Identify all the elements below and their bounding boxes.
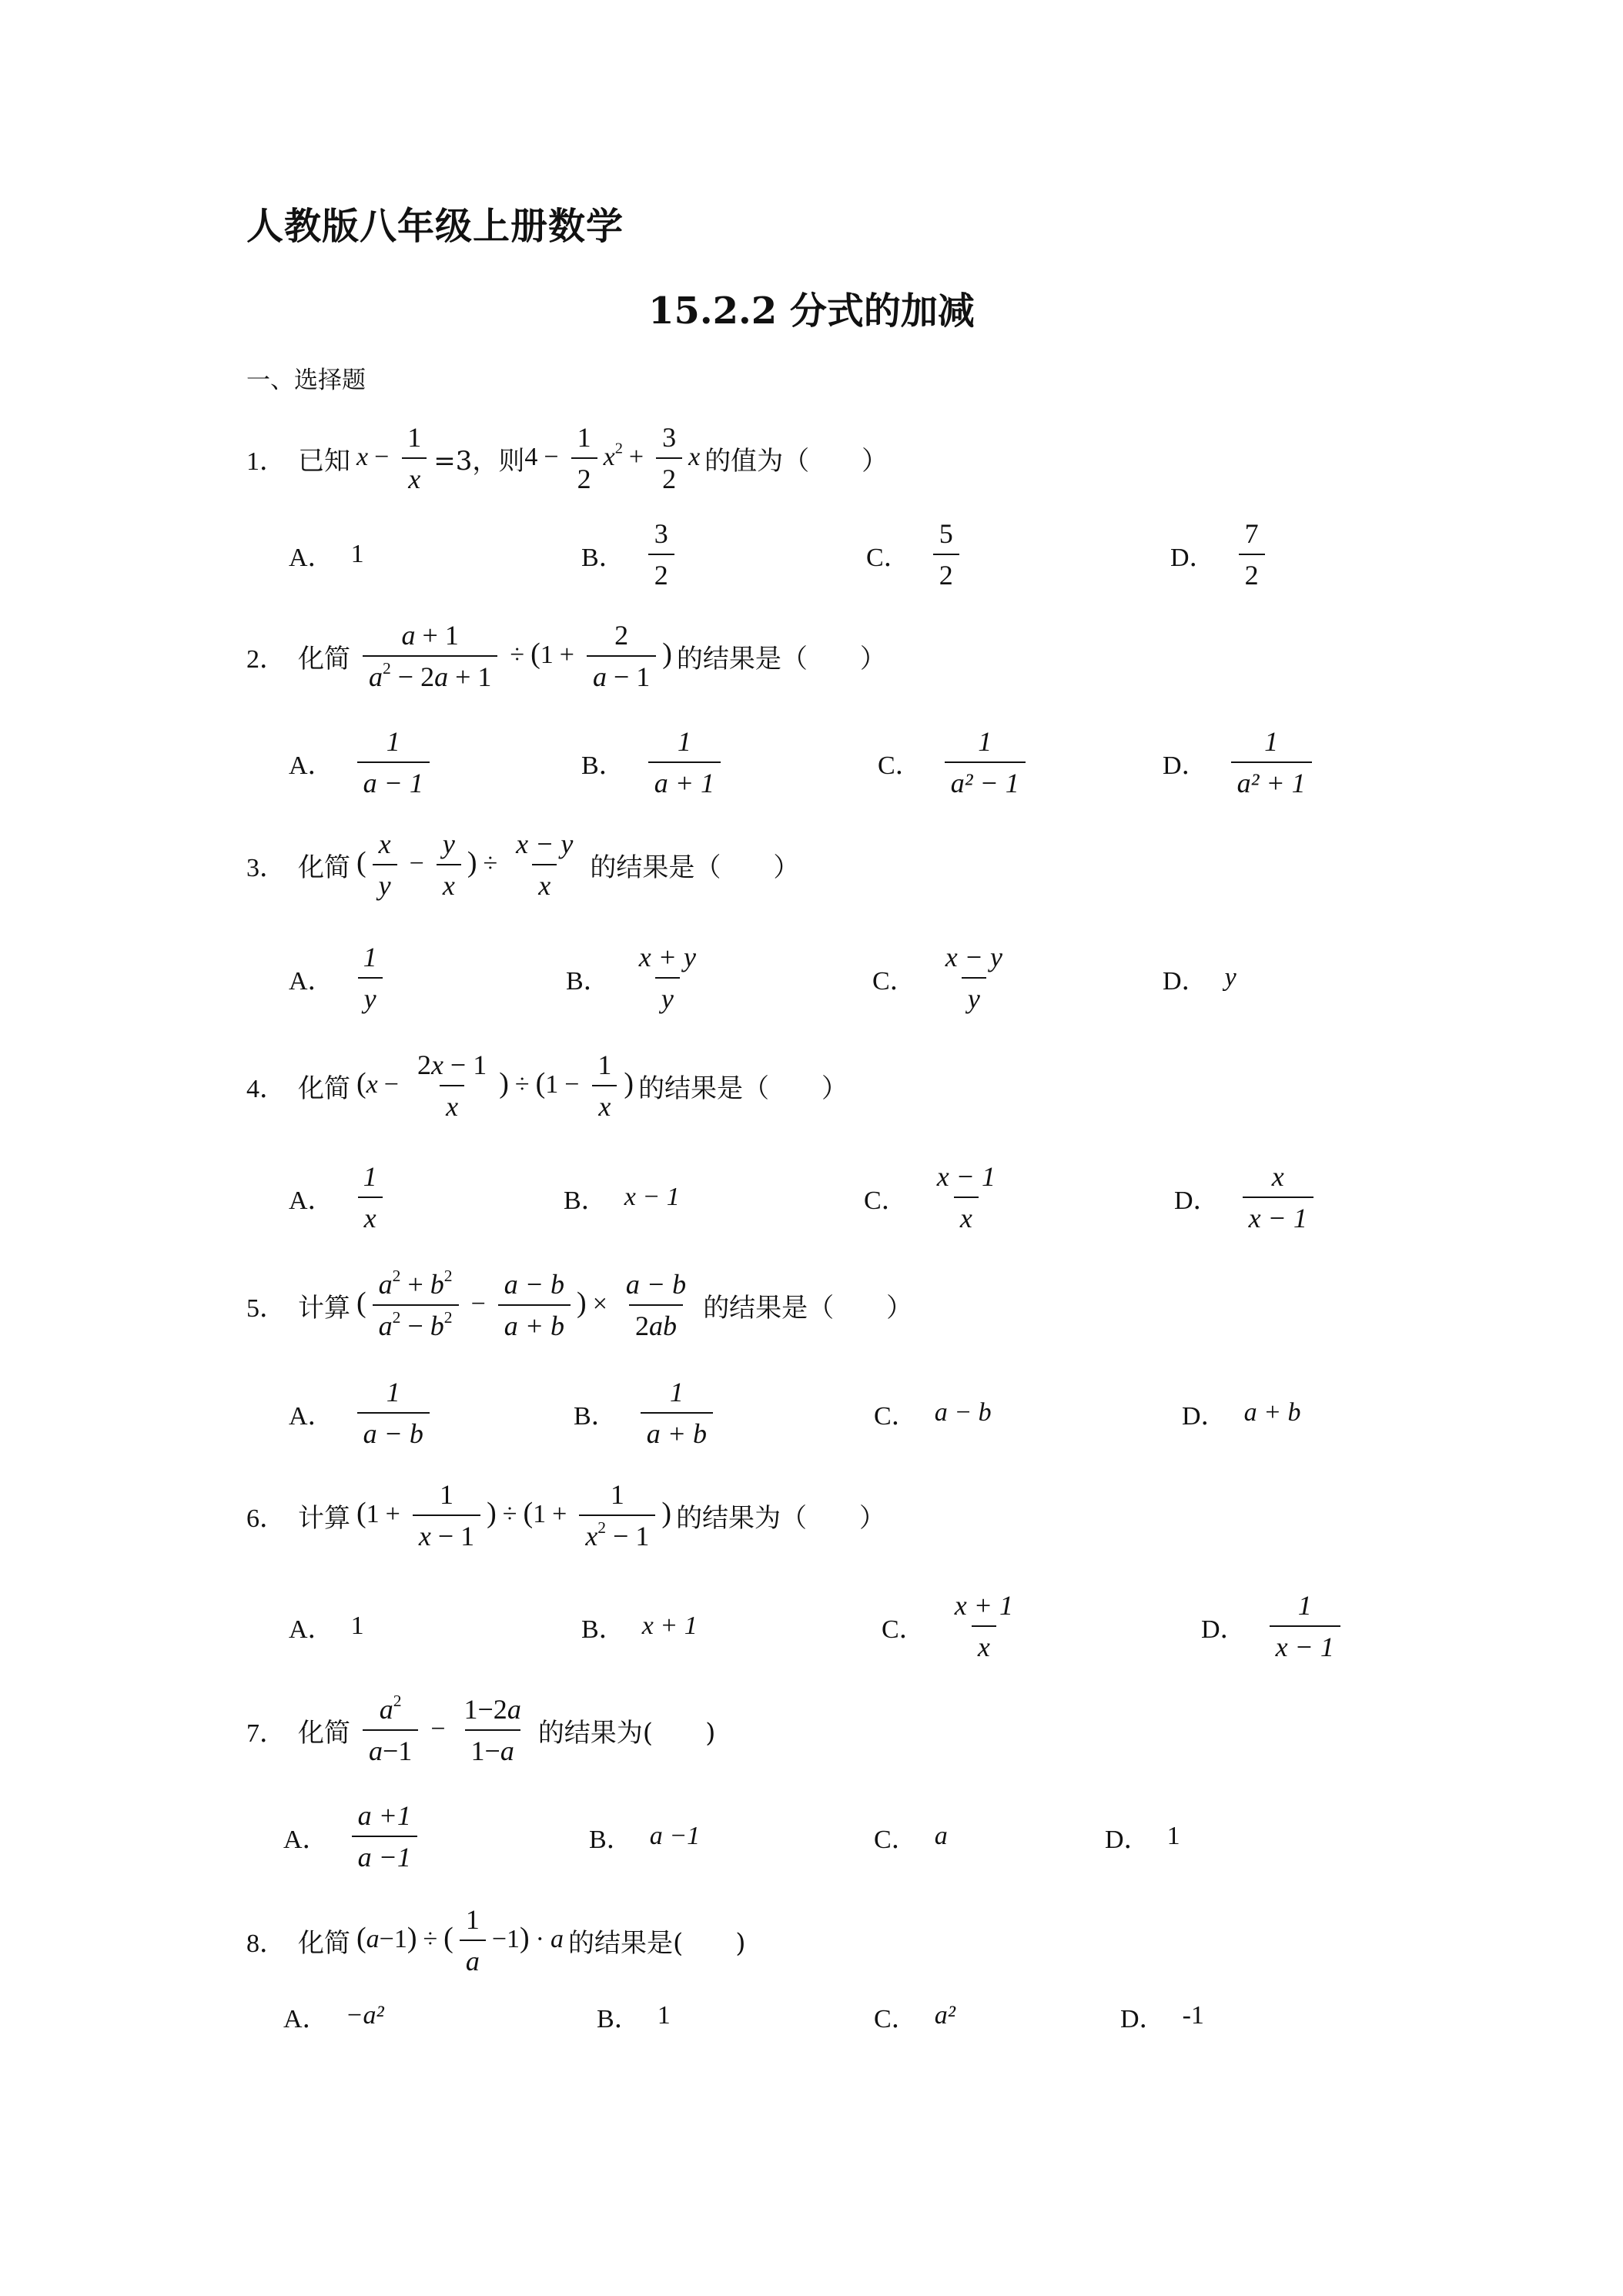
option-c[interactable]: C． $\frac{x - 1}{x}$ — [864, 1161, 996, 1233]
options-1 — [0, 516, 1623, 593]
option-c[interactable]: C． a² — [874, 2001, 955, 2033]
option-d[interactable]: D． $\frac{1}{x - 1}$ — [1201, 1588, 1347, 1665]
question-expression: (a−1) ÷ ( $\frac{1}{a}$ −1) · a — [356, 1904, 564, 1976]
question-expression: ( $\frac{x}{y}$ − $\frac{y}{x}$ ) ÷ $\frac{x - y}{x}$ — [356, 828, 574, 901]
lesson-subtitle: 15.2.2 分式的加减 — [648, 290, 975, 333]
question-5: 5． 计算 ( $\frac{a^2 + b^2}{a^2 - b^2}$ − $\frac{a - b}{a + b}$ ) × $\frac{a - b}{2ab}$ 的结果是（ ） — [246, 1266, 913, 1341]
question-tail: 的值为（ ） — [704, 445, 888, 477]
question-expression: x − $\frac{1}{x}$ — [356, 423, 433, 493]
question-expression: ( $\frac{a^2 + b^2}{a^2 - b^2}$ − $\frac{a - b}{a + b}$ ) × $\frac{a - b}{2ab}$ — [356, 1266, 687, 1341]
question-7: 7． 化简 $\frac{a^2}{a-1}$ − $\frac{1-2a}{1-a}$ 的结果为( ) — [246, 1691, 716, 1766]
option-c[interactable]: C． $\frac{1}{\text{a² − 1}}$ — [878, 724, 1032, 801]
option-a[interactable]: A． $\frac{1}{a - 1}$ — [289, 724, 436, 801]
option-c[interactable]: C． $\frac{x - y}{y}$ — [872, 942, 1002, 1014]
option-a[interactable]: A． 1 — [289, 540, 364, 572]
page-title: 人教版八年级上册数学 — [246, 205, 624, 248]
option-d[interactable]: D． 1 — [1105, 1822, 1180, 1854]
option-c[interactable]: C． $\frac{5}{2}$ — [866, 516, 965, 593]
option-d[interactable]: D． $\frac{7}{2}$ — [1170, 516, 1271, 593]
question-3: 3． 化简 ( $\frac{x}{y}$ − $\frac{y}{x}$ ) ÷ $\frac{x - y}{x}$ 的结果是（ ） — [246, 828, 800, 901]
question-4: 4． 化简 (x − $\frac{2x - 1}{x}$ ) ÷ (1 − $\frac{1}{x}$ ) 的结果是（ ） — [246, 1049, 848, 1122]
question-expression: (x − $\frac{2x - 1}{x}$ ) ÷ (1 − $\frac{1}{x}$ ) — [356, 1049, 634, 1122]
question-stem: 已知 — [298, 445, 350, 477]
question-condition: =3，则 — [433, 445, 525, 477]
option-b[interactable]: B． $\frac{3}{2}$ — [581, 516, 681, 593]
option-d[interactable]: D． a + b — [1182, 1398, 1301, 1431]
option-a[interactable]: A． $\frac{1}{x}$ — [289, 1159, 390, 1236]
option-c[interactable]: C． $\frac{x + 1}{x}$ — [882, 1590, 1013, 1662]
option-d[interactable]: D． $\frac{x}{x - 1}$ — [1174, 1159, 1320, 1236]
question-6: 6． 计算 (1 + $\frac{1}{x - 1}$ ) ÷ (1 + $\frac{1}{x^2 - 1}$ ) 的结果为（ ） — [246, 1479, 886, 1551]
question-expression: $\frac{a + 1}{a^2 - 2a + 1}$ ÷ (1 + $\frac{2}{a - 1}$ ) — [356, 621, 672, 691]
option-c[interactable]: C． a — [874, 1822, 948, 1854]
question-1 — [246, 420, 888, 497]
option-c[interactable]: C． a − b — [874, 1398, 992, 1431]
option-b[interactable]: B． 1 — [597, 2001, 671, 2033]
question-expression: $\frac{a^2}{a-1}$ − $\frac{1-2a}{1-a}$ — [356, 1695, 534, 1765]
question-expression: (1 + $\frac{1}{x - 1}$ ) ÷ (1 + $\frac{1}{x^2 - 1}$ ) — [356, 1479, 672, 1551]
question-expression-2: 4 − $\frac{1}{2}$ $x^2$ + $\frac{3}{2}$ x — [524, 422, 701, 494]
option-a[interactable]: A． $\frac{a +1}{a -1}$ — [283, 1798, 423, 1875]
option-d[interactable]: D． $\frac{1}{\text{a² + 1}}$ — [1163, 724, 1318, 801]
option-a[interactable]: A． 1 — [289, 1612, 364, 1644]
options-5 — [0, 1374, 1623, 1451]
option-b[interactable]: B． x − 1 — [564, 1183, 680, 1215]
option-d[interactable]: D． -1 — [1120, 2001, 1204, 2033]
options-6 — [0, 1588, 1623, 1665]
option-b[interactable]: B． $\frac{1}{a + b}$ — [574, 1374, 719, 1451]
option-b[interactable]: B． x + 1 — [581, 1612, 698, 1644]
option-d[interactable]: D． y — [1163, 963, 1236, 996]
option-a[interactable]: A． −a² — [283, 2001, 384, 2033]
options-8 — [0, 1977, 1623, 2054]
options-7 — [0, 1798, 1623, 1875]
question-8: 8． 化简 (a−1) ÷ ( $\frac{1}{a}$ −1) · a 的结果是( ) — [246, 1904, 746, 1976]
options-4 — [0, 1159, 1623, 1236]
option-b[interactable]: B． $\frac{1}{a + 1}$ — [581, 724, 727, 801]
section-heading: 一、选择题 — [246, 366, 366, 394]
option-a[interactable]: A． $\frac{1}{a - b}$ — [289, 1374, 436, 1451]
question-2: 2． 化简 $\frac{a + 1}{a^2 - 2a + 1}$ ÷ (1 + $\frac{2}{a - 1}$ ) 的结果是（ ） — [246, 620, 886, 692]
option-a[interactable]: A． $\frac{1}{y}$ — [289, 939, 390, 1016]
options-3 — [0, 939, 1623, 1016]
options-2 — [0, 724, 1623, 801]
option-b[interactable]: B． a −1 — [589, 1822, 701, 1854]
option-b[interactable]: B． $\frac{x + y}{y}$ — [566, 942, 696, 1014]
question-number: 1． — [246, 447, 286, 476]
